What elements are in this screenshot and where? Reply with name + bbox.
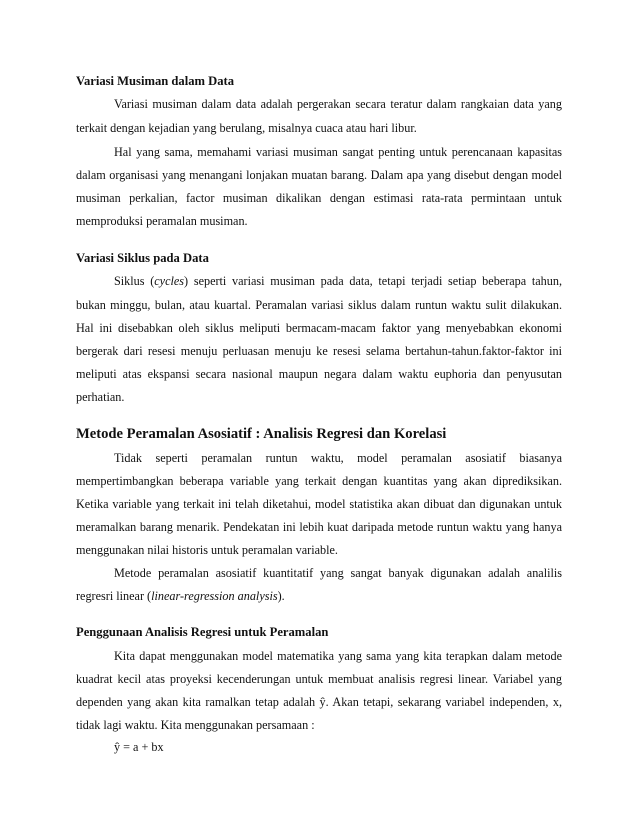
paragraph-line: Kita dapat menggunakan model matematika yang sama yang kita terapkan dalam metode (114, 649, 562, 663)
section-heading-metode-asosiatif: Metode Peramalan Asosiatif : Analisis Regresi dan Korelasi (76, 426, 447, 442)
paragraph-line: dalam organisasi yang menangani lonjakan muatan barang. Dalam apa yang disebut dengan model (76, 168, 562, 182)
section-heading-variasi-musiman: Variasi Musiman dalam Data (76, 74, 235, 88)
emphasis-term: linear-regression analysis (151, 589, 278, 603)
paragraph-line: tidak lagi waktu. Kita menggunakan persamaan : (76, 718, 315, 732)
regression-formula: ŷ = a + bx (114, 740, 164, 754)
paragraph-line: Ketika variable yang terkait ini telah diketahui, model statistika akan dibuat dan digunakan untuk (76, 497, 562, 511)
paragraph-line: bukan minggu, bulan, atau kuartal. Peramalan variasi siklus dalam runtun waktu sulit dilakukan. (76, 298, 562, 312)
paragraph-line: meliputi atas ekspansi secara nasional maupun negara dalam waktu euphoria dan penyusutan (76, 367, 562, 381)
paragraph-line: regresri linear (linear-regression analysis). (76, 589, 285, 603)
paragraph-line: Hal yang sama, memahami variasi musiman sangat penting untuk perencanaan kapasitas (114, 145, 562, 159)
paragraph-line: Tidak seperti peramalan runtun waktu, model peramalan asosiatif biasanya (114, 451, 562, 465)
paragraph-line: dependen yang akan kita ramalkan tetap adalah ŷ. Akan tetapi, sekarang variabel independen, x, (76, 695, 562, 709)
section-heading-penggunaan-regresi: Penggunaan Analisis Regresi untuk Peramalan (76, 625, 329, 639)
paragraph-line: Metode peramalan asosiatif kuantitatif yang sangat banyak digunakan adalah analilis (114, 566, 562, 580)
paragraph-line: terkait dengan kejadian yang berulang, misalnya cuaca atau hari libur. (76, 121, 417, 135)
paragraph-line: kuadrat kecil atas proyeksi kecenderungan untuk membuat analisis regresi linear. Variabel yang (76, 672, 562, 686)
paragraph-line: Hal ini disebabkan oleh siklus meliputi bermacam-macam faktor yang menyebabkan ekonomi (76, 321, 562, 335)
paragraph-line: menggunakan nilai historis untuk peramalan variable. (76, 543, 338, 557)
emphasis-term: cycles (154, 274, 185, 288)
paragraph-line: musiman perkalian, factor musiman dikalikan dengan estimasi rata-rata permintaan untuk (76, 191, 562, 205)
paragraph-line: Variasi musiman dalam data adalah pergerakan secara teratur dalam rangkaian data yang (114, 97, 562, 111)
paragraph-line: bergerak dari resesi menuju perluasan menuju ke resesi selama bertahun-tahun.faktor-faktor ini (76, 344, 562, 358)
paragraph-line: perhatian. (76, 390, 125, 404)
paragraph-line: meramalkan barang menarik. Pendekatan ini lebih kuat daripada metode runtun waktu yang hanya (76, 520, 562, 534)
paragraph-line: memproduksi peramalan musiman. (76, 214, 248, 228)
section-heading-variasi-siklus: Variasi Siklus pada Data (76, 251, 209, 265)
paragraph-line: mempertimbangkan beberapa variable yang terkait dengan kuantitas yang akan diprediksikan. (76, 474, 562, 488)
paragraph-line: Siklus (cycles) seperti variasi musiman pada data, tetapi terjadi setiap beberapa tahun, (114, 274, 563, 288)
